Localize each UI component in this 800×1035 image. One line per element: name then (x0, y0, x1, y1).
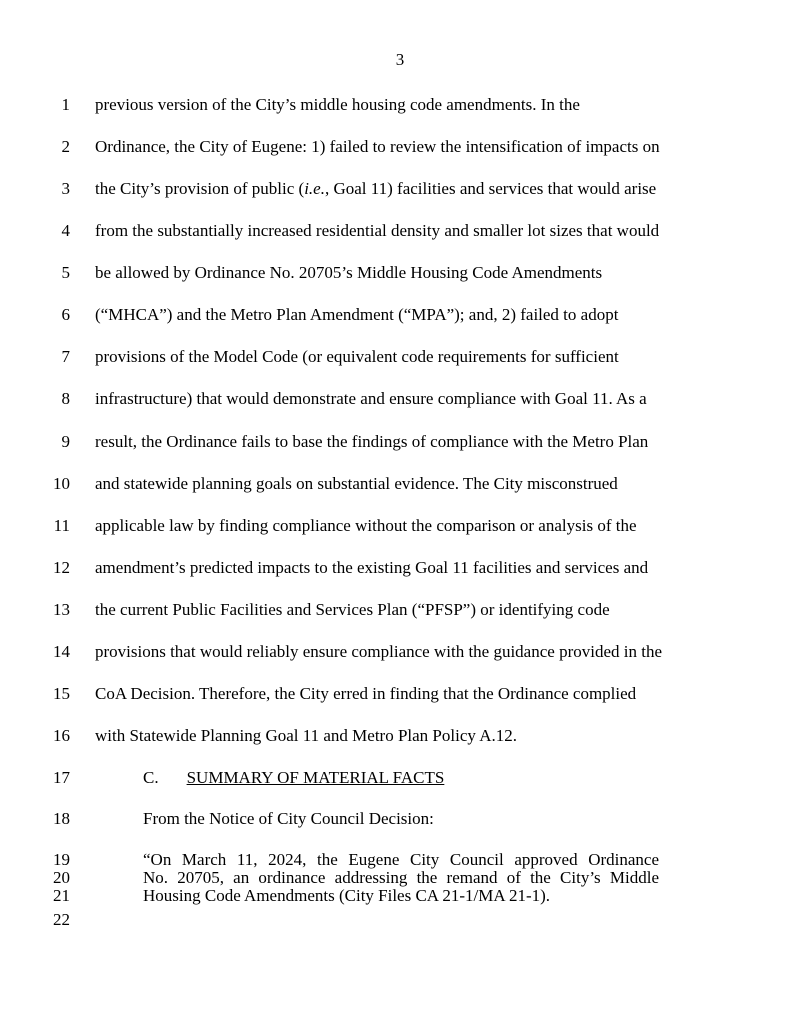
text-line: amendment’s predicted impacts to the existing Goal 11 facilities and services and (95, 558, 649, 577)
line-number: 4 (61, 221, 70, 240)
text-line: provisions that would reliably ensure compliance with the guidance provided in the (95, 642, 662, 661)
line-number: 15 (53, 684, 70, 703)
line-number: 9 (61, 432, 70, 451)
line-number: 11 (53, 516, 70, 535)
line-number: 14 (53, 642, 70, 661)
line-number: 7 (61, 347, 70, 366)
text-segment: the City’s provision of public ( (95, 179, 305, 198)
italic-text: i.e. (304, 179, 325, 198)
text-line: (“MHCA”) and the Metro Plan Amendment (“MPA”); and, 2) failed to adopt (95, 305, 619, 324)
text-line: applicable law by finding compliance without the comparison or analysis of the (95, 516, 637, 535)
text-line: the current Public Facilities and Services Plan (“PFSP”) or identifying code (95, 600, 610, 619)
line-number: 18 (53, 809, 70, 828)
section-heading (143, 768, 444, 788)
text-line: infrastructure) that would demonstrate and ensure compliance with Goal 11. As a (95, 389, 647, 408)
line-number: 3 (61, 179, 70, 198)
text-line: and statewide planning goals on substantial evidence. The City misconstrued (95, 474, 618, 493)
line-number: 22 (53, 910, 70, 929)
text-line: Ordinance, the City of Eugene: 1) failed to review the intensification of impacts on (95, 137, 660, 156)
text-line: be allowed by Ordinance No. 20705’s Middle Housing Code Amendments (95, 263, 603, 282)
line-number: 2 (61, 137, 70, 156)
line-number: 20 (53, 868, 70, 887)
text-line: from the substantially increased residential density and smaller lot sizes that would (95, 221, 660, 240)
line-number: 8 (61, 389, 70, 408)
text-segment: , Goal 11) facilities and services that would arise (324, 179, 657, 198)
text-line: previous version of the City’s middle housing code amendments. In the (95, 95, 580, 114)
line-number: 12 (53, 558, 70, 577)
text-line: provisions of the Model Code (or equivalent code requirements for sufficient (95, 347, 619, 366)
line-number: 10 (53, 474, 70, 493)
line-number: 13 (53, 600, 70, 619)
text-line: CoA Decision. Therefore, the City erred in finding that the Ordinance complied (95, 684, 637, 703)
quote-line: No. 20705, an ordinance addressing the remand of the City’s Middle (143, 868, 659, 887)
line-number: 17 (53, 768, 70, 787)
section-letter: C. (143, 768, 159, 787)
line-number: 21 (53, 886, 70, 905)
text-line (95, 179, 656, 199)
line-number: 16 (53, 726, 70, 745)
line-number: 5 (61, 263, 70, 282)
text-line: with Statewide Planning Goal 11 and Metro Plan Policy A.12. (95, 726, 517, 745)
quote-line: “On March 11, 2024, the Eugene City Council approved Ordinance (143, 850, 659, 869)
line-number: 6 (61, 305, 70, 324)
text-line: result, the Ordinance fails to base the findings of compliance with the Metro Plan (95, 432, 649, 451)
quote-line: Housing Code Amendments (City Files CA 21-1/MA 21-1). (143, 886, 551, 905)
intro-text: From the Notice of City Council Decision: (143, 809, 434, 828)
page-number: 3 (395, 50, 405, 69)
line-number: 1 (61, 95, 70, 114)
line-number: 19 (53, 850, 70, 869)
section-title: SUMMARY OF MATERIAL FACTS (186, 768, 445, 787)
